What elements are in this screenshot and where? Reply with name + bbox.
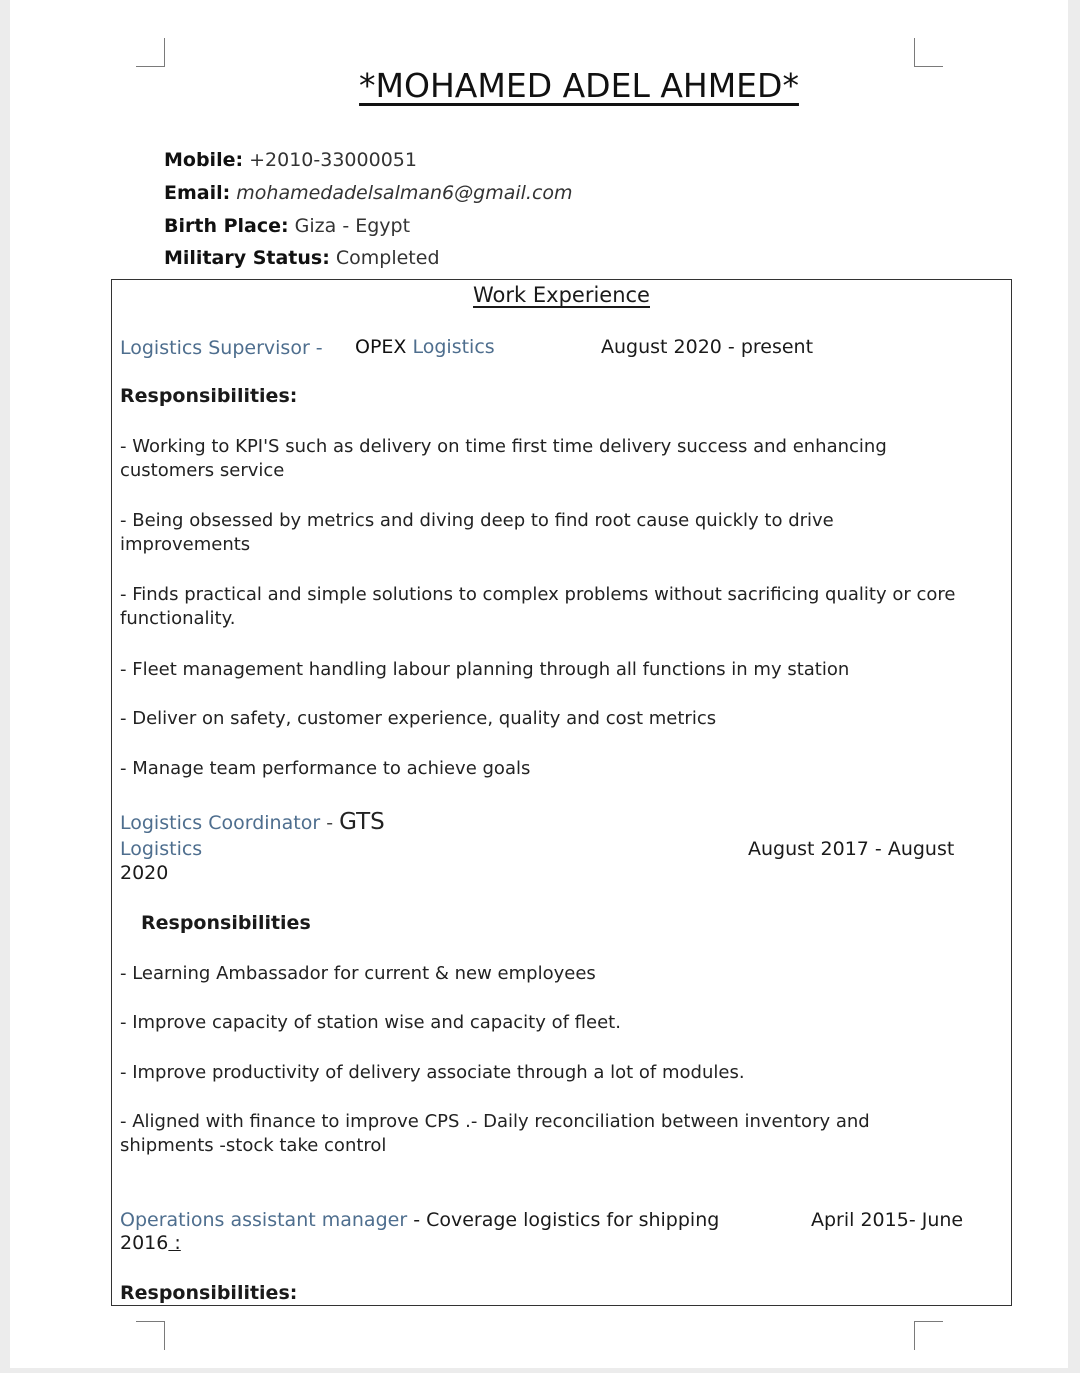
- crop-mark-top-right: [914, 38, 943, 67]
- military-status-label: Military Status:: [164, 247, 330, 269]
- contact-mobile: [164, 149, 417, 171]
- job-2-separator: -: [326, 812, 334, 834]
- mobile-label: Mobile:: [164, 149, 244, 171]
- job-3-responsibilities-label: Responsibilities:: [120, 1282, 298, 1304]
- job-1-item-2: - Being obsessed by metrics and diving deep to find root cause quickly to drive improvements: [120, 510, 834, 555]
- job-3-period: April 2015- June: [811, 1209, 964, 1231]
- job-2-company-name: Logistics: [120, 838, 203, 860]
- contact-military-status: [164, 247, 440, 269]
- crop-mark-bottom-right: [914, 1321, 943, 1350]
- job-1-item-5: - Deliver on safety, customer experience, quality and cost metrics: [120, 708, 717, 729]
- crop-mark-top-left: [136, 38, 165, 67]
- job-1-item-1: - Working to KPI'S such as delivery on time first time delivery success and enhancing customers service: [120, 436, 887, 481]
- job-2-item-3: - Improve productivity of delivery associate through a lot of modules.: [120, 1062, 745, 1083]
- job-1-item-3: - Finds practical and simple solutions to complex problems without sacrificing quality or core functionality.: [120, 584, 956, 629]
- contact-birth-place: [164, 215, 410, 237]
- job-2-item-1: - Learning Ambassador for current & new employees: [120, 963, 596, 984]
- crop-mark-bottom-left: [136, 1321, 165, 1350]
- job-2-period-end: 2020: [120, 862, 169, 884]
- birth-place-value: Giza - Egypt: [294, 215, 411, 237]
- job-3-period-end: 2016: [120, 1232, 169, 1254]
- job-2-title: Logistics Coordinator: [120, 812, 321, 834]
- job-1-item-4: - Fleet management handling labour planning through all functions in my station: [120, 659, 850, 680]
- work-experience-box: [111, 279, 1012, 1306]
- job-3-title: Operations assistant manager: [120, 1209, 408, 1231]
- birth-place-label: Birth Place:: [164, 215, 289, 237]
- job-2-heading: [120, 809, 385, 835]
- resume-page: [10, 0, 1068, 1368]
- job-3-period-suffix: :: [168, 1232, 181, 1254]
- job-1-period: August 2020 - present: [601, 336, 814, 358]
- email-label: Email:: [164, 182, 231, 204]
- contact-email: [164, 182, 573, 204]
- military-status-value: Completed: [335, 247, 440, 269]
- job-1-item-6: - Manage team performance to achieve goals: [120, 758, 531, 779]
- job-1-heading: [120, 337, 323, 359]
- job-2-period: August 2017 - August: [748, 838, 955, 860]
- job-2-company-strong: GTS: [339, 809, 385, 835]
- job-3-heading: [120, 1209, 719, 1231]
- job-1-company-strong: OPEX: [355, 336, 407, 358]
- mobile-value: +2010-33000051: [249, 149, 417, 171]
- job-1-responsibilities-label: Responsibilities:: [120, 385, 298, 407]
- email-value[interactable]: mohamedadelsalman6@gmail.com: [236, 182, 573, 204]
- section-title: Work Experience: [473, 283, 650, 307]
- job-3-company: - Coverage logistics for shipping: [413, 1209, 720, 1231]
- job-1-company-name: Logistics: [412, 336, 495, 358]
- job-1-company: [355, 336, 495, 358]
- job-2-item-4: - Aligned with finance to improve CPS .- Daily reconciliation between inventory and shipments -stock take control: [120, 1111, 870, 1156]
- resume-name: *MOHAMED ADEL AHMED*: [359, 66, 799, 105]
- job-2-item-2: - Improve capacity of station wise and capacity of fleet.: [120, 1012, 621, 1033]
- job-1-title: Logistics Supervisor -: [120, 337, 323, 359]
- job-2-responsibilities-label: Responsibilities: [141, 912, 311, 934]
- job-3-period-end-line: [120, 1232, 181, 1254]
